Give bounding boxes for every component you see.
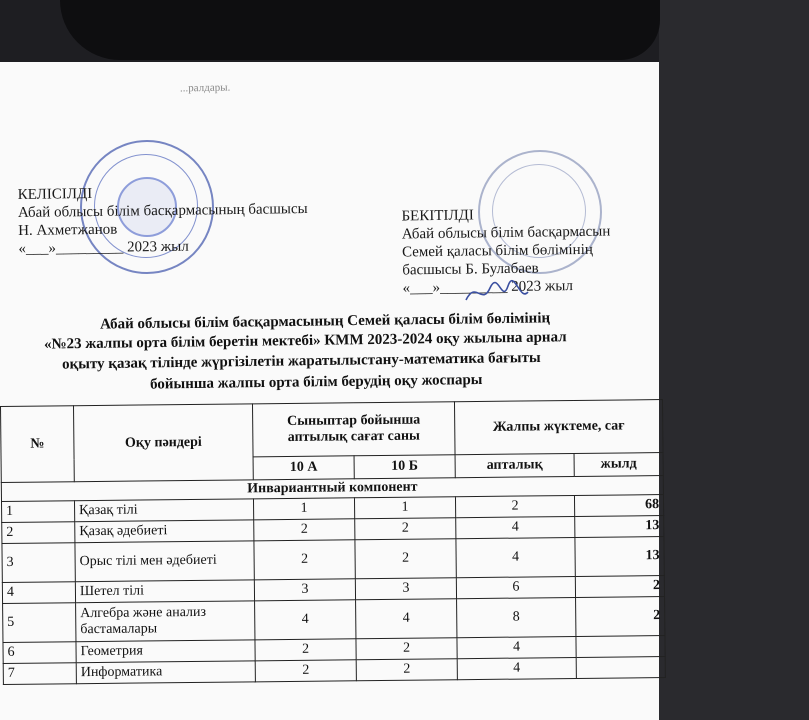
title-line-4: бойынша жалпы орта білім берудің оқу жоспары: [149, 371, 483, 393]
agreed-line-2: Абай облысы білім басқармасының басшысы: [17, 200, 308, 222]
row-10a: 3: [254, 579, 355, 601]
table-header-row-1: [1, 400, 664, 460]
row-no: 7: [3, 663, 76, 685]
title-line-1: Абай облысы білім басқармасының Семей қаласы білім бөлімінің: [99, 310, 551, 333]
curriculum-table: [0, 399, 666, 685]
row-no: 1: [2, 501, 75, 523]
title-line-2: «№23 жалпы орта білім беретін мектебі» КММ 2023-2024 оқу жылына арнал: [43, 329, 567, 353]
row-yearly: 2: [576, 597, 665, 637]
row-yearly: 2: [575, 576, 664, 598]
agreed-block: [18, 182, 309, 258]
row-10a: 2: [255, 660, 356, 682]
agreed-heading: КЕЛІСІЛДІ: [17, 185, 93, 204]
row-yearly: 13: [575, 537, 664, 577]
row-yearly: 13: [575, 516, 664, 538]
header-10b: 10 Б: [354, 455, 455, 479]
approved-date: «___»_________ 2023 жыл: [402, 278, 574, 297]
row-10b: 3: [355, 578, 456, 600]
row-subject: Орыс тілі мен әдебиеті: [75, 541, 254, 582]
row-10b: 2: [355, 539, 456, 579]
approved-heading: БЕКІТІЛДІ: [401, 207, 474, 225]
row-weekly: 4: [457, 636, 576, 658]
agreed-line-3: Н. Ахметжанов: [18, 221, 118, 240]
header-subject: Оқу пәндері: [74, 404, 254, 482]
row-weekly: 4: [456, 537, 575, 577]
agreed-date: «___»_________ 2023 жыл: [18, 238, 189, 258]
header-class-hours: Сыныптар бойынша аптылық сағат саны: [252, 402, 455, 457]
table-row: [3, 597, 665, 643]
approved-line-4: басшысы Б. Булабаев: [402, 260, 539, 279]
row-weekly: 4: [457, 657, 576, 679]
row-10b: 1: [354, 497, 455, 519]
row-yearly: [576, 636, 665, 658]
row-weekly: 4: [456, 516, 575, 538]
row-no: 3: [2, 543, 75, 583]
row-weekly: 8: [457, 597, 576, 637]
row-subject: Алгебра және анализ бастамалары: [76, 601, 255, 642]
row-weekly: 6: [456, 576, 575, 598]
row-10a: 1: [253, 498, 354, 520]
row-10a: 2: [255, 639, 356, 661]
top-note: ...ралдары.: [179, 81, 231, 95]
row-10b: 2: [356, 638, 457, 660]
row-yearly: 68: [574, 495, 663, 517]
row-10a: 2: [254, 519, 355, 541]
row-subject: Қазақ тілі: [74, 499, 253, 522]
row-10a: 4: [255, 600, 356, 640]
header-weekly: апталық: [455, 453, 574, 477]
row-weekly: 2: [455, 495, 574, 517]
row-no: 5: [3, 603, 76, 643]
row-10a: 2: [254, 540, 355, 580]
row-no: 2: [2, 522, 75, 544]
section-invariant: Инвариантный компонент: [1, 476, 663, 502]
row-yearly: [576, 657, 665, 679]
header-total-load: Жалпы жүктеме, сағ: [454, 400, 663, 455]
row-10b: 4: [356, 599, 457, 639]
approved-line-2: Абай облысы білім басқармасын: [401, 223, 611, 243]
row-subject: Геометрия: [76, 640, 255, 663]
title-line-3: оқыту қазақ тілінде жүргізілетін жаратылыстану-математика бағыты: [61, 349, 541, 373]
header-10a: 10 А: [253, 456, 354, 480]
header-yearly: жылд: [574, 453, 663, 477]
row-10b: 2: [356, 659, 457, 681]
approved-line-3: Семей қаласы білім бөлімінің: [401, 241, 593, 261]
curriculum-table-wrapper: [0, 399, 703, 685]
row-no: 6: [3, 642, 76, 664]
row-no: 4: [2, 582, 75, 604]
header-no: №: [1, 406, 75, 483]
signature: [462, 278, 532, 308]
row-subject: Шетел тілі: [75, 580, 254, 603]
row-subject: Қазақ әдебиеті: [75, 520, 254, 543]
row-subject: Информатика: [76, 661, 255, 684]
dark-object: [60, 0, 660, 60]
row-10b: 2: [355, 518, 456, 540]
